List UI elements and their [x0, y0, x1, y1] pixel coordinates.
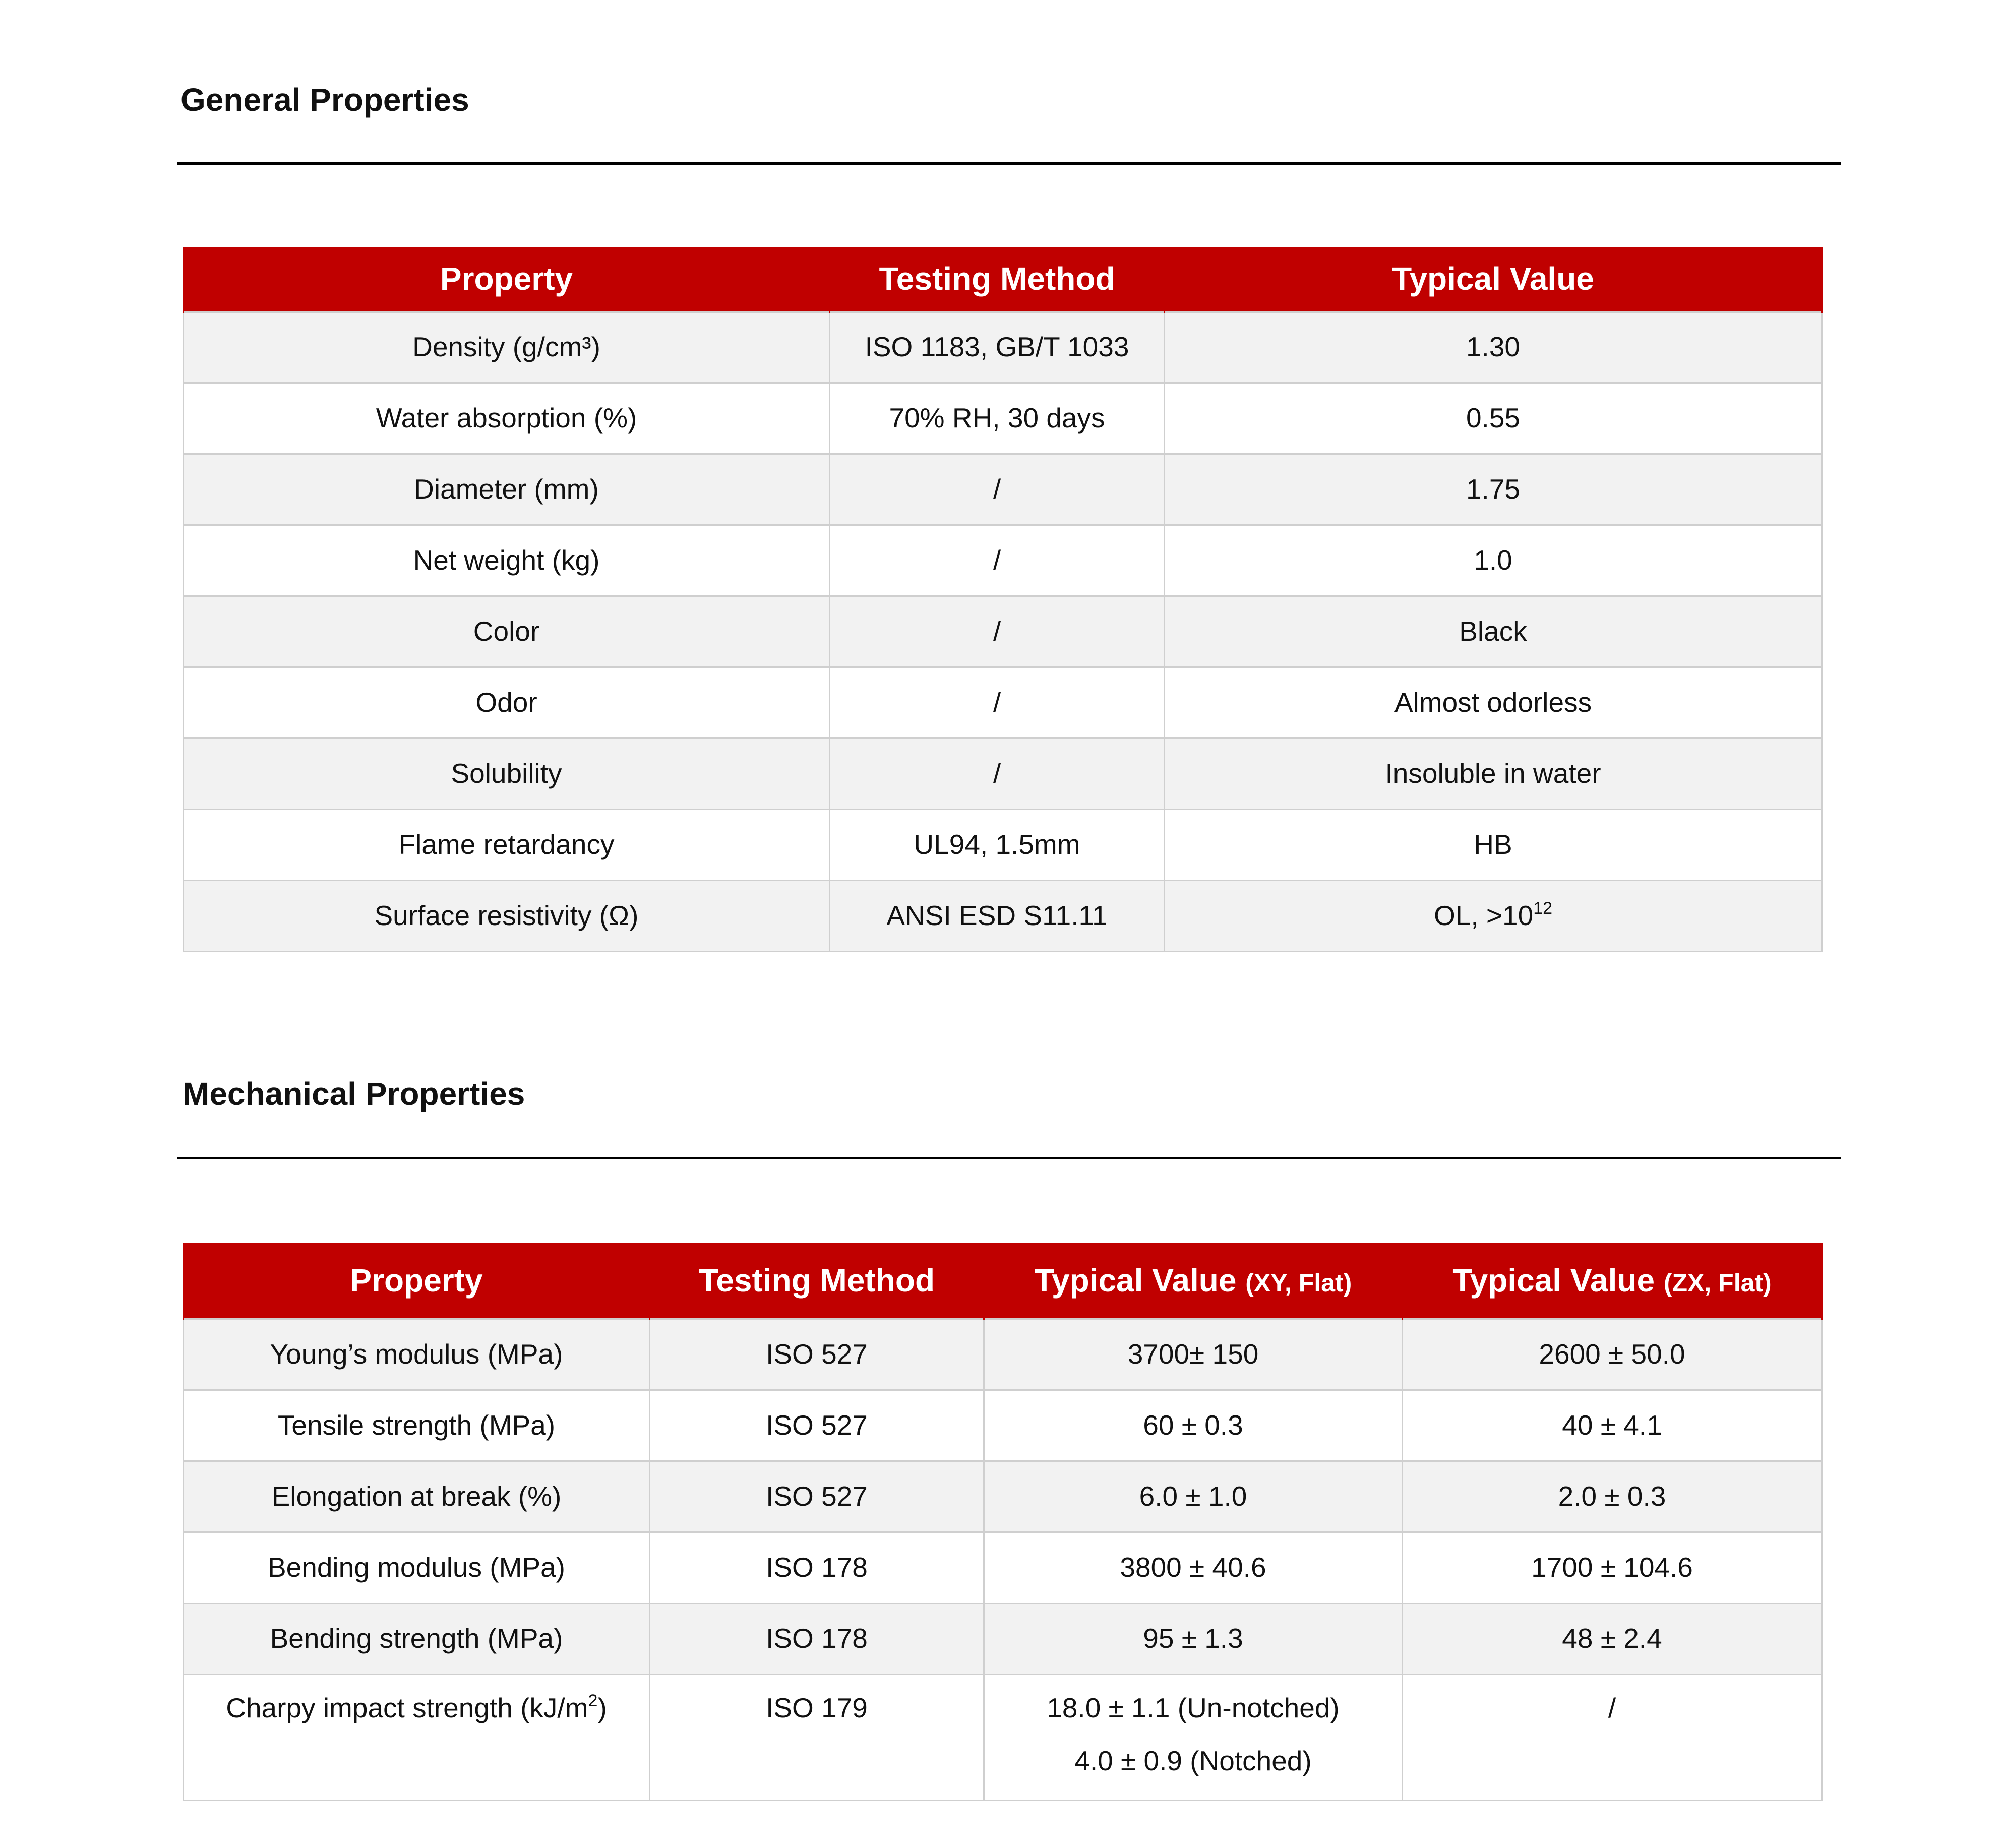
table-row [184, 596, 1822, 667]
cell-property: Bending strength (MPa) [184, 1603, 650, 1674]
cell-value: 1.30 [1165, 312, 1822, 383]
value-xy-unnotched: 18.0 ± 1.1 (Un-notched) [1047, 1692, 1340, 1723]
cell-value-xy: 6.0 ± 1.0 [984, 1461, 1403, 1532]
cell-value: 1.0 [1165, 525, 1822, 596]
cell-value-xy [984, 1674, 1403, 1800]
cell-method: 70% RH, 30 days [830, 383, 1165, 454]
cell-method: ISO 179 [650, 1674, 984, 1800]
table-header-row [184, 1243, 1822, 1319]
header-zx-flat-note: (ZX, Flat) [1663, 1269, 1772, 1298]
header-xy-flat-note: (XY, Flat) [1245, 1269, 1352, 1298]
header-testing-method: Testing Method [830, 247, 1165, 312]
header-typical-value-zx-label: Typical Value [1452, 1262, 1655, 1299]
table-row [184, 667, 1822, 738]
cell-property: Net weight (kg) [184, 525, 830, 596]
mechanical-divider [177, 1157, 1841, 1159]
property-end: ) [597, 1692, 607, 1723]
cell-property: Water absorption (%) [184, 383, 830, 454]
cell-method: ISO 178 [650, 1603, 984, 1674]
table-row [184, 1319, 1822, 1390]
header-property: Property [184, 247, 830, 312]
property-exponent: 2 [588, 1691, 598, 1710]
cell-value-zx: 40 ± 4.1 [1403, 1390, 1822, 1461]
cell-value: Almost odorless [1165, 667, 1822, 738]
header-property: Property [184, 1243, 650, 1319]
cell-value-zx: 2600 ± 50.0 [1403, 1319, 1822, 1390]
cell-value: HB [1165, 809, 1822, 880]
table-row [184, 312, 1822, 383]
cell-property [184, 1674, 650, 1800]
table-row [184, 1461, 1822, 1532]
cell-value-zx: 48 ± 2.4 [1403, 1603, 1822, 1674]
cell-property: Surface resistivity (Ω) [184, 880, 830, 951]
cell-property: Elongation at break (%) [184, 1461, 650, 1532]
cell-method: ANSI ESD S11.11 [830, 880, 1165, 951]
mechanical-properties-title: Mechanical Properties [183, 1076, 525, 1112]
header-typical-value-xy [984, 1243, 1403, 1319]
cell-value-xy: 3700± 150 [984, 1319, 1403, 1390]
cell-method: ISO 527 [650, 1319, 984, 1390]
mechanical-properties-table [183, 1243, 1823, 1801]
cell-value: Black [1165, 596, 1822, 667]
cell-method: / [830, 525, 1165, 596]
cell-property: Tensile strength (MPa) [184, 1390, 650, 1461]
cell-method: / [830, 738, 1165, 809]
cell-property: Flame retardancy [184, 809, 830, 880]
cell-value [1165, 880, 1822, 951]
cell-method: ISO 527 [650, 1461, 984, 1532]
cell-property: Density (g/cm³) [184, 312, 830, 383]
cell-property: Solubility [184, 738, 830, 809]
table-row [184, 809, 1822, 880]
cell-property: Diameter (mm) [184, 454, 830, 525]
table-row [184, 383, 1822, 454]
cell-property: Bending modulus (MPa) [184, 1532, 650, 1603]
cell-method: / [830, 596, 1165, 667]
cell-method: UL94, 1.5mm [830, 809, 1165, 880]
cell-method: / [830, 667, 1165, 738]
cell-property: Color [184, 596, 830, 667]
cell-value-xy: 95 ± 1.3 [984, 1603, 1403, 1674]
cell-value-zx: 2.0 ± 0.3 [1403, 1461, 1822, 1532]
cell-method: ISO 1183, GB/T 1033 [830, 312, 1165, 383]
header-typical-value-xy-label: Typical Value [1034, 1262, 1237, 1299]
general-properties-table [183, 247, 1823, 952]
table-row [184, 738, 1822, 809]
header-typical-value-zx [1403, 1243, 1822, 1319]
header-typical-value: Typical Value [1165, 247, 1822, 312]
table-row [184, 1674, 1822, 1800]
cell-value-xy: 60 ± 0.3 [984, 1390, 1403, 1461]
table-row [184, 454, 1822, 525]
cell-property: Odor [184, 667, 830, 738]
table-row [184, 880, 1822, 951]
cell-value-zx: 1700 ± 104.6 [1403, 1532, 1822, 1603]
general-divider [177, 162, 1841, 165]
table-row [184, 1603, 1822, 1674]
table-row [184, 1532, 1822, 1603]
cell-property: Young’s modulus (MPa) [184, 1319, 650, 1390]
cell-method: ISO 527 [650, 1390, 984, 1461]
value-xy-notched: 4.0 ± 0.9 (Notched) [1074, 1745, 1312, 1776]
cell-value: 1.75 [1165, 454, 1822, 525]
cell-value: Insoluble in water [1165, 738, 1822, 809]
value-exponent: 12 [1533, 899, 1553, 918]
table-row [184, 525, 1822, 596]
header-testing-method: Testing Method [650, 1243, 984, 1319]
property-base: Charpy impact strength (kJ/m [226, 1692, 588, 1723]
cell-method: / [830, 454, 1165, 525]
cell-value-xy: 3800 ± 40.6 [984, 1532, 1403, 1603]
cell-value-zx: / [1403, 1674, 1822, 1800]
general-properties-title: General Properties [180, 82, 469, 118]
cell-value: 0.55 [1165, 383, 1822, 454]
table-header-row [184, 247, 1822, 312]
value-base: OL, >10 [1433, 900, 1534, 931]
table-row [184, 1390, 1822, 1461]
cell-method: ISO 178 [650, 1532, 984, 1603]
